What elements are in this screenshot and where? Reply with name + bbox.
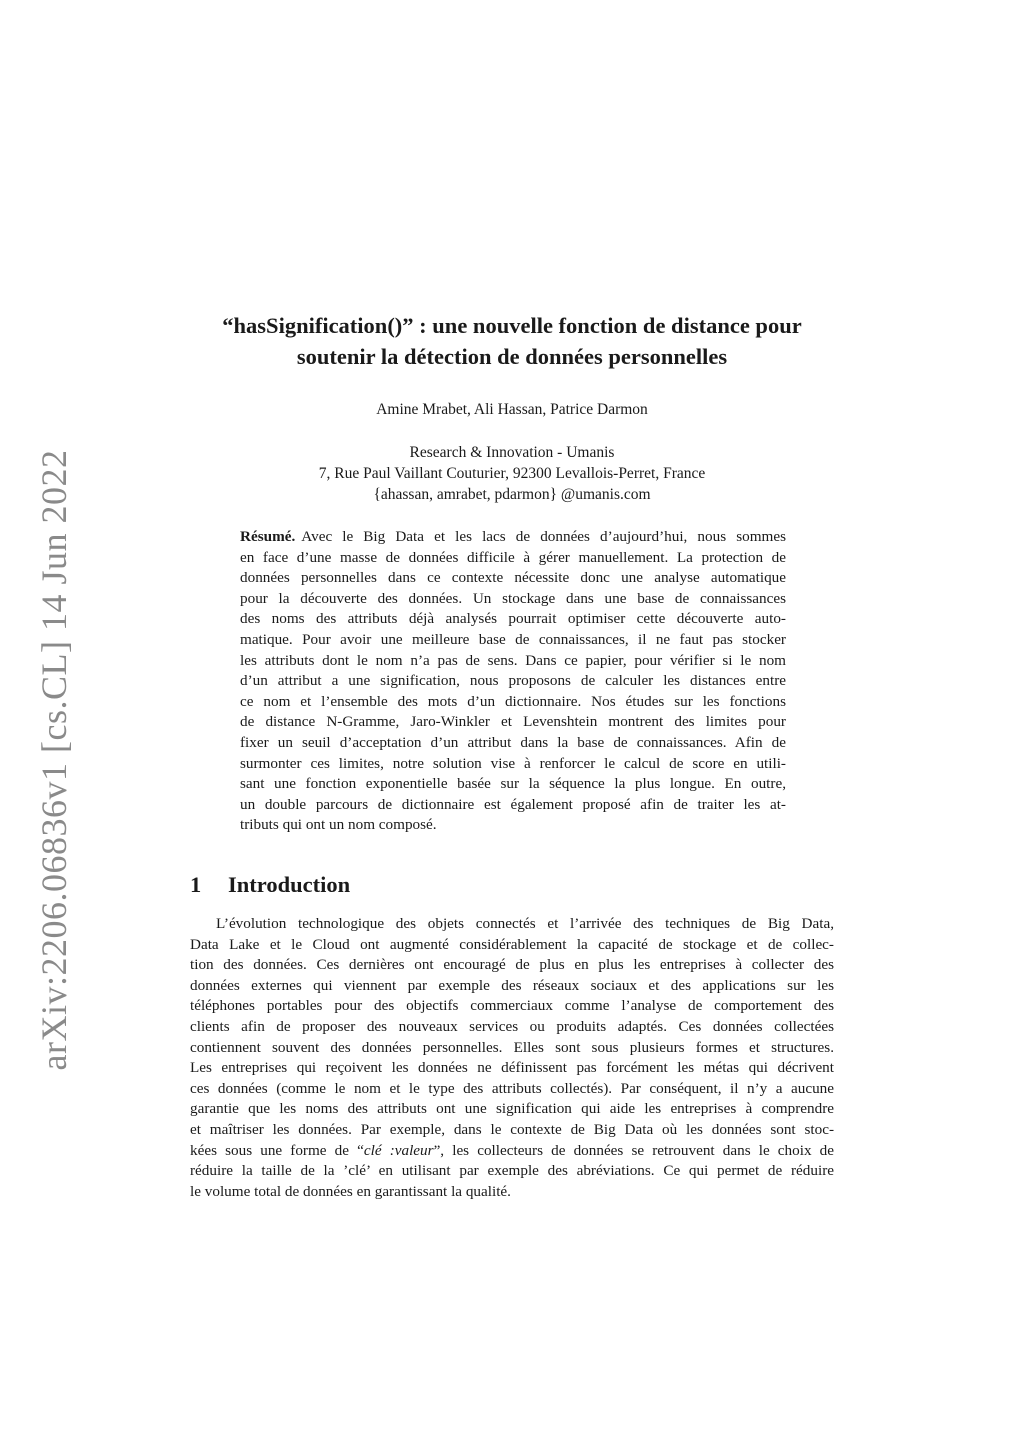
line-suffix: ”, les collecteurs de données se retrouvent dans le choix de (433, 1141, 835, 1159)
abstract-line: des noms des attributs déjà analysés pourrait optimiser cette découverte auto- (240, 610, 786, 628)
affiliation-block (150, 442, 874, 505)
abstract-line: données personnelles dans ce contexte nécessite donc une analyse automatique (240, 569, 786, 587)
paragraph-line: et maîtriser les données. Par exemple, dans le contexte de Big Data où les données sont stoc- (190, 1120, 834, 1138)
title-line-1: “hasSignification()” : une nouvelle fonction de distance pour (222, 313, 802, 338)
paragraph-line (190, 1141, 834, 1162)
paper-title (150, 310, 874, 372)
abstract-label: Résumé. (240, 528, 296, 545)
abstract (240, 527, 786, 836)
paragraph-line: Les entreprises qui reçoivent les données ne définissent pas forcément les métas qui décrivent (190, 1059, 834, 1077)
title-line-2: soutenir la détection de données personnelles (296, 344, 728, 369)
abstract-line: fixer un seuil d’acceptation d’un attribut dans la base de connaissances. Afin de (240, 733, 786, 751)
paragraph-line: clients afin de proposer des nouveaux services ou produits adaptés. Ces données collectées (190, 1017, 834, 1035)
introduction-paragraph (190, 914, 834, 1202)
abstract-line-text: Avec le Big Data et les lacs de données d’aujourd’hui, nous sommes (301, 528, 786, 545)
abstract-line: de distance N-Gramme, Jaro-Winkler et Levenshtein montrent des limites pour (240, 713, 786, 731)
affiliation-org: Research & Innovation - Umanis (409, 444, 615, 461)
paragraph-line: Data Lake et le Cloud ont augmenté considérablement la capacité de stockage et de collec- (190, 935, 834, 953)
paragraph-line: garantie que les noms des attributs ont une signification qui aide les entreprises à comprendre (190, 1100, 834, 1118)
paragraph-line: téléphones portables pour des objectifs commerciaux comme l’analyse de comportement des (190, 997, 834, 1015)
abstract-line (240, 527, 786, 548)
paragraph-line: données externes qui viennent par exemple des réseaux sociaux et des applications sur les (190, 976, 834, 994)
abstract-line: ce nom et l’ensemble des mots d’un dictionnaire. Nos études sur les fonctions (240, 692, 786, 710)
section-heading-introduction (190, 870, 350, 900)
affiliation-address: 7, Rue Paul Vaillant Couturier, 92300 Levallois-Perret, France (318, 465, 706, 482)
paragraph-line: réduire la taille de la ’clé’ en utilisant par exemple des abréviations. Ce qui permet de réduire (190, 1162, 834, 1180)
paragraph-line: le volume total de données en garantissant la qualité. (190, 1182, 511, 1200)
section-number: 1 (190, 872, 202, 897)
paragraph-line: contiennent souvent des données personnelles. Elles sont sous plusieurs formes et structures. (190, 1038, 834, 1056)
abstract-line: tributs qui ont un nom composé. (240, 816, 437, 834)
abstract-line: d’un attribut a une signification, nous proposons de calculer les distances entre (240, 672, 786, 690)
author-list: Amine Mrabet, Ali Hassan, Patrice Darmon (376, 401, 648, 418)
line-prefix: kées sous une forme de “ (190, 1141, 364, 1159)
italic-term: clé :valeur (363, 1141, 434, 1159)
abstract-line: surmonter ces limites, notre solution vise à renforcer le calcul de score en utili- (240, 754, 786, 772)
section-title: Introduction (228, 872, 351, 897)
abstract-line: pour la découverte des données. Un stockage dans une base de connaissances (240, 589, 786, 607)
arxiv-identifier: arXiv:2206.06836v1 [cs.CL] 14 Jun 2022 (34, 449, 74, 1071)
abstract-line: matique. Pour avoir une meilleure base de connaissances, il ne faut pas stocker (240, 630, 786, 648)
paragraph-line: L’évolution technologique des objets connectés et l’arrivée des techniques de Big Data, (216, 915, 834, 932)
abstract-line: un double parcours de dictionnaire est également proposé afin de traiter les at- (240, 795, 786, 813)
paragraph-line: ces données (comme le nom et le type des attributs collectés). Par conséquent, il n’y a aucune (190, 1079, 834, 1097)
abstract-line: en face d’une masse de données difficile à gérer manuellement. La protection de (240, 548, 786, 566)
affiliation-emails: {ahassan, amrabet, pdarmon} @umanis.com (373, 486, 651, 503)
paragraph-line: tion des données. Ces dernières ont encouragé de plus en plus les entreprises à collecter des (190, 956, 834, 974)
abstract-line: sant une fonction exponentielle basée sur la séquence la plus longue. En outre, (240, 775, 786, 793)
abstract-line: les attributs dont le nom n’a pas de sens. Dans ce papier, pour vérifier si le nom (240, 651, 786, 669)
